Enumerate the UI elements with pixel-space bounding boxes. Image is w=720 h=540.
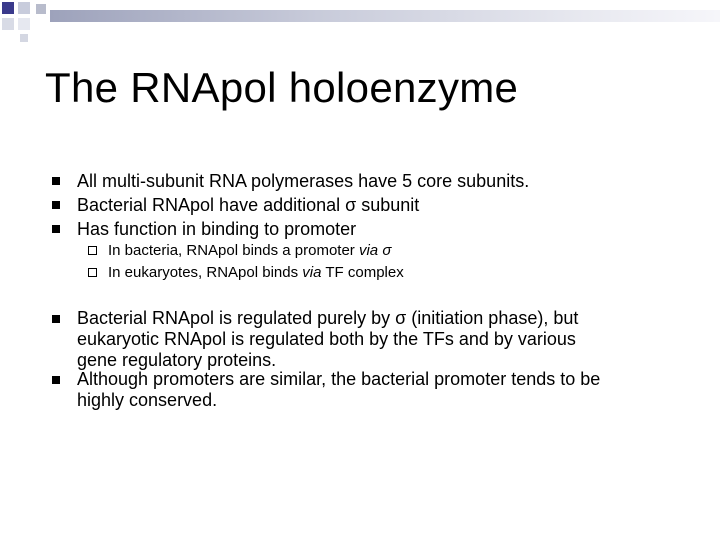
- square-bullet-icon: [52, 201, 60, 209]
- bullet-text: Has function in binding to promoter: [77, 219, 357, 239]
- square-bullet-icon: [52, 376, 60, 384]
- decorative-header: [0, 0, 720, 44]
- bullet-text: All multi-subunit RNA polymerases have 5 core subunits.: [77, 171, 530, 191]
- slide-title: The RNApol holoenzyme: [45, 64, 519, 111]
- decorative-square: [2, 18, 14, 30]
- bullet-text-line: Although promoters are similar, the bacterial promoter tends to be: [77, 369, 601, 389]
- sub-bullet-text-part: TF complex: [321, 264, 404, 281]
- square-bullet-icon: [52, 177, 60, 185]
- bullet-item: [77, 194, 677, 216]
- hollow-square-bullet-icon: [88, 246, 97, 255]
- bullet-text-line: eukaryotic RNApol is regulated both by the TFs and by various: [77, 329, 576, 349]
- square-bullet-icon: [52, 315, 60, 323]
- decorative-square: [36, 4, 46, 14]
- bullet-item: [77, 369, 677, 411]
- sub-bullet-text: [108, 242, 391, 259]
- bullet-item: [77, 308, 677, 371]
- hollow-square-bullet-icon: [88, 268, 97, 277]
- square-bullet-icon: [52, 225, 60, 233]
- decorative-square: [18, 18, 30, 30]
- bullet-item: [77, 218, 677, 240]
- sub-bullet-text-part: σ: [378, 242, 392, 259]
- sub-bullet-item: [108, 263, 668, 283]
- bullet-text-line: highly conserved.: [77, 390, 218, 410]
- decorative-square: [2, 2, 14, 14]
- sub-bullet-text-part: In eukaryotes, RNApol binds: [108, 264, 303, 281]
- sub-bullet-text: [108, 264, 404, 281]
- bullet-text-line: gene regulatory proteins.: [77, 350, 277, 370]
- bullet-text-line: Bacterial RNApol is regulated purely by σ (initiation phase), but: [77, 308, 579, 328]
- sub-bullet-item: [108, 241, 668, 261]
- decorative-square: [20, 34, 28, 42]
- sub-bullet-text-part: In bacteria, RNApol binds a promoter: [108, 242, 359, 259]
- sub-bullet-italic: via: [358, 242, 379, 259]
- sub-bullet-italic: via: [302, 264, 322, 281]
- bullet-item: [77, 170, 677, 192]
- bullet-text: Bacterial RNApol have additional σ subunit: [77, 195, 420, 215]
- decorative-gradient-band: [50, 10, 720, 22]
- decorative-square: [18, 2, 30, 14]
